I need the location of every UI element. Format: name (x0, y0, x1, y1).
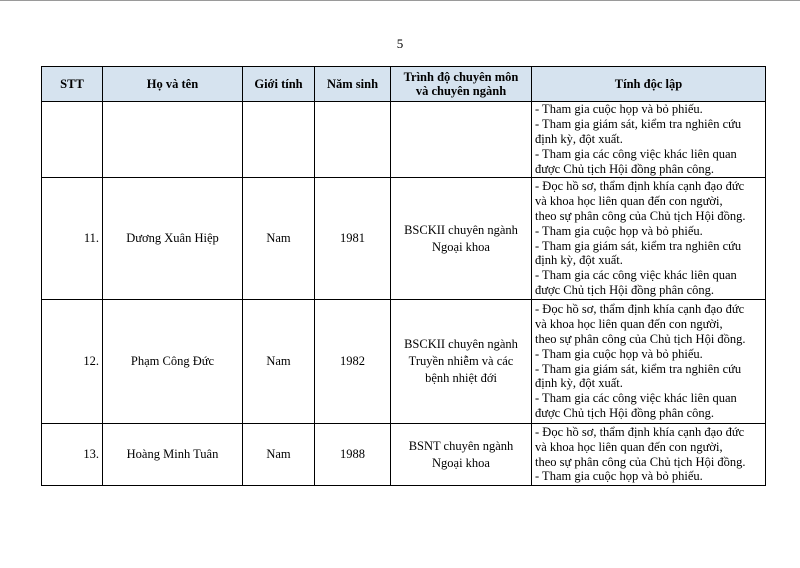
member-table (41, 66, 766, 486)
cell-gender (243, 102, 315, 178)
duty-line: - Tham gia cuộc họp và bỏ phiếu. (535, 102, 703, 117)
page-number: 5 (396, 36, 404, 51)
duty-line: - Tham gia cuộc họp và bỏ phiếu. (535, 346, 703, 361)
cell-stt: 13. (42, 424, 103, 486)
cell-independence (532, 300, 766, 424)
duty-line: - Tham gia giám sát, kiểm tra nghiên cứu (535, 238, 742, 253)
page-top-border (0, 0, 800, 1)
duty-line: được Chủ tịch Hội đồng phân công. (535, 161, 714, 176)
duty-line: định kỳ, đột xuất. (535, 376, 623, 391)
duty-line: - Đọc hồ sơ, thẩm định khía cạnh đạo đức (535, 301, 745, 316)
qualification-line: bệnh nhiệt đới (425, 371, 497, 385)
duty-line: theo sự phân công của Chủ tịch Hội đồng. (535, 454, 746, 469)
duty-line: theo sự phân công của Chủ tịch Hội đồng. (535, 331, 746, 346)
duty-line: định kỳ, đột xuất. (535, 132, 623, 147)
duty-line: - Tham gia các công việc khác liên quan (535, 268, 737, 283)
table-row (42, 424, 766, 486)
cell-stt (42, 102, 103, 178)
duty-line: - Tham gia cuộc họp và bỏ phiếu. (535, 469, 703, 484)
cell-gender: Nam (243, 424, 315, 486)
duty-line: được Chủ tịch Hội đồng phân công. (535, 283, 714, 298)
duty-line: và khoa học liên quan đến con người, (535, 439, 723, 454)
duty-line: - Đọc hồ sơ, thẩm định khía cạnh đạo đức (535, 424, 745, 439)
cell-name: Hoàng Minh Tuân (103, 424, 243, 486)
qualification-line: BSNT chuyên ngành (408, 438, 514, 453)
table-row (42, 102, 766, 178)
header-qualification (391, 67, 532, 102)
header-qualification-line: và chuyên ngành (415, 84, 507, 98)
duty-line: - Tham gia cuộc họp và bỏ phiếu. (535, 223, 703, 238)
cell-independence (532, 102, 766, 178)
cell-birth-year (315, 102, 391, 178)
duty-line: - Tham gia giám sát, kiểm tra nghiên cứu (535, 361, 742, 376)
cell-gender: Nam (243, 300, 315, 424)
header-qualification-line: Trình độ chuyên môn (403, 70, 519, 84)
duty-line: được Chủ tịch Hội đồng phân công. (535, 406, 714, 421)
cell-birth-year: 1988 (315, 424, 391, 486)
cell-gender: Nam (243, 178, 315, 300)
table-header-row (42, 67, 766, 102)
header-name: Họ và tên (103, 67, 243, 102)
duty-line: theo sự phân công của Chủ tịch Hội đồng. (535, 208, 746, 223)
header-gender: Giới tính (243, 67, 315, 102)
qualification-line: Truyền nhiễm và các (408, 354, 514, 368)
cell-independence (532, 178, 766, 300)
cell-qualification (391, 424, 532, 486)
cell-birth-year: 1982 (315, 300, 391, 424)
table-row (42, 178, 766, 300)
table-row (42, 300, 766, 424)
duty-line: định kỳ, đột xuất. (535, 253, 623, 268)
header-birth-year: Năm sinh (315, 67, 391, 102)
duty-line: và khoa học liên quan đến con người, (535, 316, 723, 331)
cell-qualification (391, 178, 532, 300)
duty-line: - Tham gia giám sát, kiểm tra nghiên cứu (535, 117, 742, 132)
cell-qualification (391, 300, 532, 424)
cell-name: Phạm Công Đức (103, 300, 243, 424)
header-stt: STT (42, 67, 103, 102)
cell-name (103, 102, 243, 178)
header-independence: Tính độc lập (532, 67, 766, 102)
qualification-line: Ngoại khoa (432, 239, 490, 254)
duty-line: và khoa học liên quan đến con người, (535, 193, 723, 208)
qualification-line: Ngoại khoa (432, 455, 490, 470)
cell-birth-year: 1981 (315, 178, 391, 300)
cell-stt: 11. (42, 178, 103, 300)
cell-independence (532, 424, 766, 486)
cell-name: Dương Xuân Hiệp (103, 178, 243, 300)
qualification-line: BSCKII chuyên ngành (404, 222, 518, 237)
cell-qualification (391, 102, 532, 178)
qualification-line: BSCKII chuyên ngành (404, 337, 518, 351)
duty-line: - Tham gia các công việc khác liên quan (535, 146, 737, 161)
duty-line: - Tham gia các công việc khác liên quan (535, 391, 737, 406)
cell-stt: 12. (42, 300, 103, 424)
duty-line: - Đọc hồ sơ, thẩm định khía cạnh đạo đức (535, 178, 745, 193)
